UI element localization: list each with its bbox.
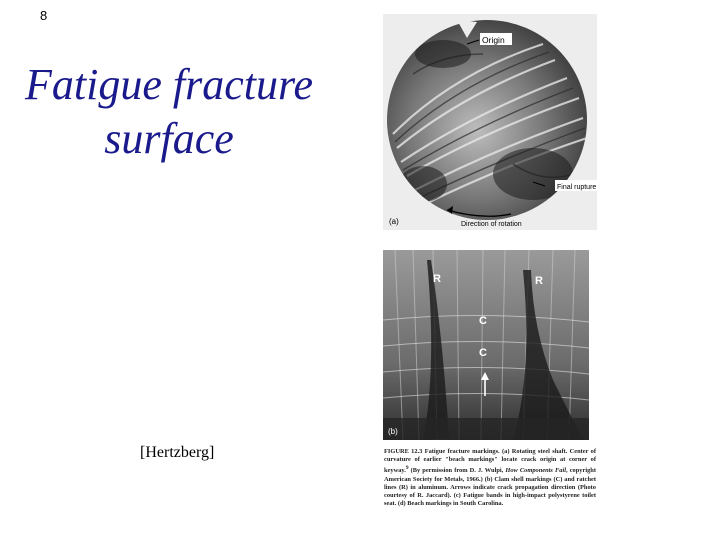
slide-number: 8 [40,8,48,23]
label-rotation: Direction of rotation [461,221,522,228]
fracture-photo-b-graphic [383,250,589,440]
caption-text-2: (By permission from D. J. Wulpi, [408,467,506,475]
caption-footnote: 9 [405,465,409,472]
caption-text-1: (a) Rotating steel shaft. Center of curvature of earlier "beach markings" locate crack origin at corner of keyway. [384,448,596,475]
label-final-rupture: Final rupture [557,184,597,191]
panel-label-b: (b) [388,427,398,436]
fracture-photo-b [383,250,589,440]
figure-caption [384,448,596,509]
caption-lead: FIGURE 12.3 Fatigue fracture markings. [384,448,500,455]
caption-text-3: , copyright American Society for Metals, 1966.) (b) Clam shell markings (C) and ratchet lines (R) in aluminum. Arrows indicate crack propagation direction (Photo courtesy of R. Jaccard). (c) Fatigue bands in high-impact polystyrene toilet seat. (d) Beach markings in South Carolina. [384,467,596,508]
fracture-photo-a [383,14,597,230]
panel-label-a: (a) [389,217,399,226]
title-line-1: Fatigue fracture [25,60,313,109]
fracture-photo-a-graphic [383,14,597,230]
caption-book-title: How Components Fail [505,467,567,475]
marker-c-lower: C [479,347,487,359]
marker-r-right: R [535,275,543,287]
slide-title [14,58,324,166]
marker-r-left: R [433,273,441,285]
marker-c-upper: C [479,315,487,327]
image-credit: [Hertzberg] [140,444,215,461]
label-origin: Origin [482,35,505,45]
title-line-2: surface [104,114,234,163]
